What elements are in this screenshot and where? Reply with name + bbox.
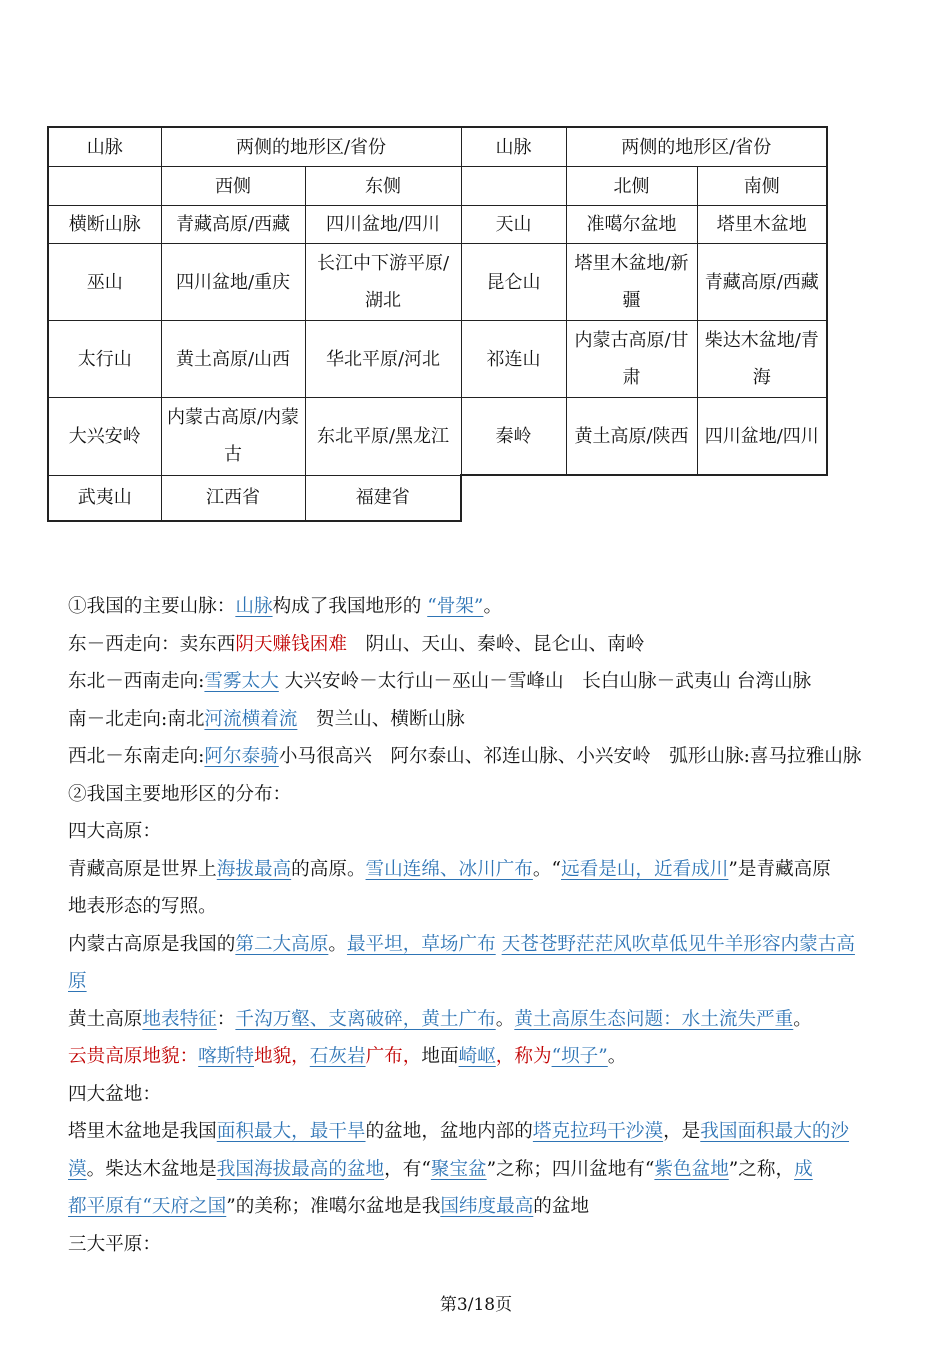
- highlighted-keyword: “骨架”: [427, 596, 484, 617]
- text-segment: ：: [216, 1008, 236, 1030]
- text-segment: 青藏高原是世界上: [68, 858, 217, 880]
- highlighted-keyword: 黄土高原生态问题：水土流失严重: [514, 1008, 794, 1030]
- text-segment: 的盆地: [533, 1196, 590, 1217]
- text-segment: 南－北走向:南北: [68, 708, 205, 730]
- highlighted-keyword: 成: [794, 1158, 813, 1180]
- text-segment: 东－西走向：卖东西: [68, 633, 236, 655]
- highlighted-keyword: 最平坦，草场广布: [346, 933, 496, 955]
- highlighted-keyword: 山脉: [235, 596, 273, 617]
- table-header-row: [48, 127, 827, 167]
- mountain-cell: 巫山: [48, 244, 161, 321]
- mountain-cell: 祁连山: [461, 321, 566, 398]
- text-segment: 的盆地，盆地内部的: [365, 1121, 533, 1142]
- text-segment: 。: [495, 1008, 515, 1030]
- text-segment: 的高原。: [291, 858, 366, 880]
- text-segment: 。柴达木盆地是: [86, 1158, 217, 1180]
- highlighted-keyword: 国纬度最高: [440, 1196, 534, 1217]
- text-segment: ①我国的主要山脉：: [68, 596, 236, 617]
- emphasis-text: ，称为: [495, 1046, 552, 1067]
- table-row: [48, 475, 827, 521]
- highlighted-keyword: 阿尔泰骑: [204, 746, 279, 767]
- text-segment: ，是: [663, 1121, 701, 1142]
- text-line: [68, 888, 898, 926]
- text-segment: 西北－东南走向:: [68, 746, 205, 767]
- text-line: [68, 701, 898, 739]
- header-sides-right: 两侧的地形区/省份: [566, 127, 827, 167]
- text-segment: 构成了我国地形的: [272, 596, 428, 617]
- west-cell: 四川盆地/重庆: [161, 244, 305, 321]
- emphasis-text: 阴天赚钱困难: [235, 633, 347, 655]
- text-line: [68, 626, 898, 664]
- highlighted-keyword: 千沟万壑、支离破碎，黄土广布: [235, 1008, 496, 1030]
- table-subheader-row: [48, 167, 827, 206]
- text-segment: ”之称；四川盆地有“: [486, 1158, 655, 1180]
- text-segment: 黄土高原: [68, 1008, 143, 1030]
- highlighted-keyword: 紫色盆地: [654, 1158, 729, 1180]
- mountain-cell: 太行山: [48, 321, 161, 398]
- empty-area: [461, 475, 827, 521]
- south-cell: 塔里木盆地: [697, 206, 827, 244]
- emphasis-text: 云贵高原地貌：: [68, 1046, 199, 1067]
- text-line: [68, 1151, 898, 1189]
- text-line: [68, 588, 898, 626]
- text-segment: 。: [607, 1046, 627, 1067]
- header-mountain-right: 山脉: [461, 127, 566, 167]
- highlighted-keyword: 聚宝盆: [430, 1158, 487, 1180]
- text-line: [68, 1113, 898, 1151]
- text-segment: 地面: [421, 1046, 459, 1067]
- table-row: [48, 398, 827, 476]
- west-cell: 江西省: [161, 475, 305, 521]
- north-cell: 内蒙古高原/甘肃: [566, 321, 697, 398]
- text-line: [68, 926, 898, 964]
- text-line: [68, 738, 898, 776]
- highlighted-keyword: 我国面积最大的沙: [700, 1121, 850, 1142]
- east-cell: 东北平原/黑龙江: [305, 398, 461, 476]
- text-segment: 。: [328, 933, 347, 955]
- highlighted-keyword: 我国海拔最高的盆地: [216, 1158, 385, 1180]
- highlighted-keyword: 崎岖: [458, 1046, 496, 1067]
- mountain-cell: 大兴安岭: [48, 398, 161, 476]
- north-cell: 准噶尔盆地: [566, 206, 697, 244]
- east-cell: 四川盆地/四川: [305, 206, 461, 244]
- emphasis-text: 广布，: [365, 1046, 422, 1067]
- mountain-cell: 秦岭: [461, 398, 566, 476]
- highlighted-keyword: 海拔最高: [216, 858, 292, 880]
- subheader-south: 南侧: [697, 167, 827, 206]
- mountain-cell: 横断山脉: [48, 206, 161, 244]
- east-cell: 福建省: [305, 475, 461, 521]
- south-cell: 青藏高原/西藏: [697, 244, 827, 321]
- text-segment: ”之称，: [728, 1158, 795, 1180]
- mountain-cell: 昆仑山: [461, 244, 566, 321]
- text-segment: 内蒙古高原是我国的: [68, 933, 236, 955]
- south-cell: 柴达木盆地/青海: [697, 321, 827, 398]
- mountain-terrain-table: [47, 126, 828, 522]
- east-cell: 华北平原/河北: [305, 321, 461, 398]
- text-line: [68, 851, 898, 889]
- mountain-cell: 天山: [461, 206, 566, 244]
- subheader-east: 东侧: [305, 167, 461, 206]
- header-mountain-left: 山脉: [48, 127, 161, 167]
- text-line: [68, 1038, 898, 1076]
- table-row: [48, 321, 827, 398]
- text-segment: 阴山、天山、秦岭、昆仑山、南岭: [346, 633, 645, 655]
- highlighted-keyword: 地表特征: [142, 1008, 217, 1030]
- text-segment: 东北－西南走向:: [68, 671, 205, 692]
- highlighted-keyword: 原: [68, 971, 87, 992]
- header-sides-left: 两侧的地形区/省份: [161, 127, 461, 167]
- table-row: [48, 244, 827, 321]
- text-segment: 小马很高兴 阿尔泰山、祁连山脉、小兴安岭 弧形山脉:喜马拉雅山脉: [278, 746, 862, 767]
- page-number: 第3/18页: [439, 1295, 513, 1315]
- highlighted-keyword: 远看是山，近看成川: [561, 858, 729, 880]
- text-segment: ”是青藏高原: [728, 858, 831, 880]
- west-cell: 内蒙古高原/内蒙古: [161, 398, 305, 476]
- west-cell: 黄土高原/山西: [161, 321, 305, 398]
- text-line: [68, 813, 898, 851]
- north-cell: 塔里木盆地/新疆: [566, 244, 697, 321]
- text-segment: 。: [483, 596, 503, 617]
- subheader-west: 西侧: [161, 167, 305, 206]
- text-segment: 四大高原：: [68, 821, 161, 842]
- text-segment: ②我国主要地形区的分布：: [68, 783, 292, 805]
- highlighted-keyword: 塔克拉玛干沙漠: [532, 1121, 664, 1142]
- highlighted-keyword: 喀斯特: [198, 1046, 254, 1067]
- text-line: [68, 776, 898, 814]
- text-segment: 贺兰山、横断山脉: [297, 708, 465, 730]
- text-line: [68, 1226, 898, 1264]
- highlighted-keyword: 都平原有“天府之国: [68, 1196, 227, 1217]
- text-segment: 地表形态的写照。: [68, 896, 217, 917]
- empty-cell: [48, 167, 161, 206]
- text-line: [68, 663, 898, 701]
- highlighted-keyword: 雪山连绵、冰川广布: [365, 858, 533, 880]
- highlighted-keyword: 面积最大，最干旱: [216, 1121, 366, 1142]
- emphasis-text: 地貌，: [253, 1046, 310, 1067]
- table-row: [48, 206, 827, 244]
- text-line: [68, 1188, 898, 1226]
- text-segment: ”的美称；准噶尔盆地是我: [226, 1196, 441, 1217]
- north-cell: 黄土高原/陕西: [566, 398, 697, 476]
- text-line: [68, 1001, 898, 1039]
- subheader-north: 北侧: [566, 167, 697, 206]
- highlighted-keyword: 石灰岩: [309, 1046, 366, 1067]
- highlighted-keyword: 天苍苍野茫茫风吹草低见牛羊形容内蒙古高: [501, 933, 855, 955]
- highlighted-keyword: 雪雾太大: [204, 671, 279, 692]
- text-segment: 。“: [532, 858, 562, 880]
- highlighted-keyword: “坝子”: [551, 1046, 608, 1067]
- text-segment: 。: [793, 1008, 812, 1030]
- text-segment: ，有“: [384, 1158, 431, 1180]
- empty-cell: [461, 167, 566, 206]
- highlighted-keyword: 第二大高原: [235, 933, 329, 955]
- text-segment: 大兴安岭－太行山－巫山－雪峰山 长白山脉－武夷山 台湾山脉: [278, 671, 812, 692]
- west-cell: 青藏高原/西藏: [161, 206, 305, 244]
- notes-body: [68, 588, 898, 1263]
- text-line: [68, 1076, 898, 1114]
- text-segment: 三大平原：: [68, 1233, 161, 1255]
- south-cell: 四川盆地/四川: [697, 398, 827, 476]
- mountain-cell: 武夷山: [48, 475, 161, 521]
- text-segment: 塔里木盆地是我国: [68, 1121, 217, 1142]
- east-cell: 长江中下游平原/湖北: [305, 244, 461, 321]
- highlighted-keyword: 河流横着流: [204, 708, 298, 730]
- highlighted-keyword: 漠: [68, 1158, 87, 1180]
- text-segment: 四大盆地：: [68, 1083, 161, 1105]
- text-line: [68, 963, 898, 1001]
